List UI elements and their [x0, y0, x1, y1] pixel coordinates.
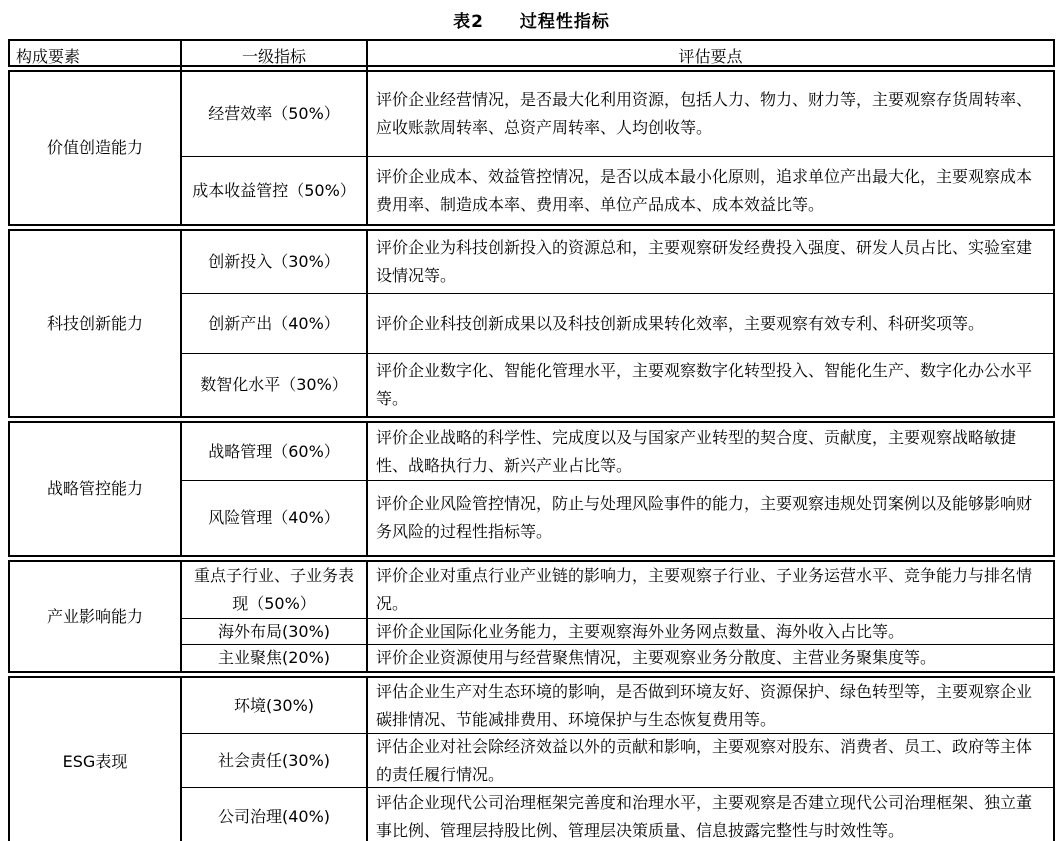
indicator-cell: 社会责任(30%): [182, 733, 368, 787]
points-cell: 评估企业现代公司治理框架完善度和治理水平，主要观察是否建立现代公司治理框架、独立董事比例、管理层持股比例、管理层决策质量、信息披露完整性与时效性等。: [368, 787, 1053, 841]
element-cell: 战略管控能力: [10, 423, 182, 555]
table-header-row: [8, 39, 1055, 67]
element-cell: ESG表现: [10, 678, 182, 841]
points-cell: 评价企业经营情况，是否最大化利用资源，包括人力、物力、财力等，主要观察存货周转率、应收账款周转率、总资产周转率、人均创收等。: [376, 90, 1033, 137]
indicator-cell: 经营效率（50%）: [182, 72, 368, 156]
points-cell: 评价企业战略的科学性、完成度以及与国家产业转型的契合度、贡献度，主要观察战略敏捷性、战略执行力、新兴产业占比等。: [376, 427, 1017, 475]
points-cell: 评估企业对社会除经济效益以外的贡献和影响，主要观察对股东、消费者、员工、政府等主体的责任履行情况。: [368, 733, 1053, 787]
points-cell: 评价企业对重点行业产业链的影响力，主要观察子行业、子业务运营水平、竞争能力与排名情况。: [376, 566, 1033, 613]
points-cell: 评价企业风险管控情况，防止与处理风险事件的能力，主要观察违规处罚案例以及能够影响财务风险的过程性指标等。: [368, 480, 1053, 555]
points-cell: 评价企业成本、效益管控情况，是否以成本最小化原则，追求单位产出最大化，主要观察成本费用率、制造成本率、费用率、单位产品成本、成本效益比等。: [368, 156, 1053, 224]
element-cell: 科技创新能力: [10, 231, 182, 416]
points-cell: 评价企业为科技创新投入的资源总和，主要观察研发经费投入强度、研发人员占比、实验室建设情况等。: [376, 238, 1033, 285]
points-cell: 评价企业资源使用与经营聚焦情况，主要观察业务分散度、主营业务聚集度等。: [368, 644, 1053, 671]
row-group: [8, 421, 1055, 557]
column-header-element: 构成要素: [10, 41, 182, 73]
row-group: [8, 70, 1055, 226]
row-group: [8, 229, 1055, 418]
table-body: [8, 70, 1055, 841]
points-cell: 评价企业国际化业务能力，主要观察海外业务网点数量、海外收入占比等。: [368, 618, 1053, 644]
row-group: [8, 676, 1055, 841]
column-header-points: 评估要点: [678, 47, 743, 66]
points-cell: 评价企业科技创新成果以及科技创新成果转化效率，主要观察有效专利、科研奖项等。: [368, 293, 1053, 353]
column-header-indicator: 一级指标: [182, 41, 368, 73]
indicator-cell: 战略管理（60%）: [182, 423, 368, 480]
table-title: 表2 过程性指标: [453, 12, 610, 32]
indicator-cell: 成本收益管控（50%）: [182, 156, 368, 224]
element-cell: 价值创造能力: [10, 72, 182, 224]
points-cell: 评估企业生产对生态环境的影响，是否做到环境友好、资源保护、绿色转型等，主要观察企业碳排情况、节能减排费用、环境保护与生态恢复费用等。: [376, 681, 1033, 729]
indicator-cell: 主业聚焦(20%): [182, 644, 368, 671]
indicator-cell: 重点子行业、子业务表现（50%）: [182, 562, 368, 618]
points-cell: 评价企业数字化、智能化管理水平，主要观察数字化转型投入、智能化生产、数字化办公水平等。: [368, 353, 1053, 416]
process-indicators-table: [8, 39, 1055, 841]
indicator-cell: 海外布局(30%): [182, 618, 368, 644]
indicator-cell: 创新投入（30%）: [182, 231, 368, 293]
indicator-cell: 环境(30%): [182, 678, 368, 733]
indicator-cell: 公司治理(40%): [182, 787, 368, 841]
indicator-cell: 创新产出（40%）: [182, 293, 368, 353]
indicator-cell: 数智化水平（30%）: [182, 353, 368, 416]
element-cell: 产业影响能力: [10, 562, 182, 671]
indicator-cell: 风险管理（40%）: [182, 480, 368, 555]
row-group: [8, 560, 1055, 673]
